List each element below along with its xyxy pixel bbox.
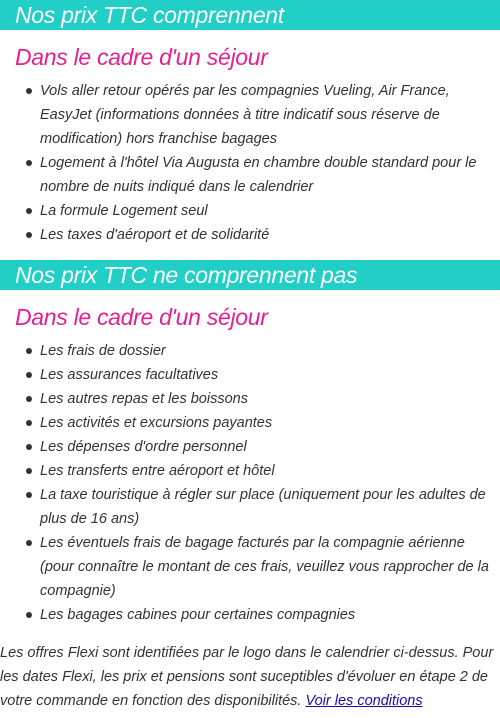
- list-item: Les dépenses d'ordre personnel: [40, 435, 500, 459]
- included-title: Nos prix TTC comprennent: [15, 1, 284, 28]
- flexi-note-text: Les offres Flexi sont identifiées par le logo dans le calendrier ci-dessus. Pour les dates Flexi, les prix et pensions sont suceptibles d'évoluer en étape 2 de votre commande en fonction des disponibilités.: [0, 645, 494, 709]
- list-item: Les taxes d'aéroport et de solidarité: [40, 223, 500, 247]
- included-subtitle: Dans le cadre d'un séjour: [15, 44, 268, 70]
- list-item: Logement à l'hôtel Via Augusta en chambre double standard pour le nombre de nuits indiqué dans le calendrier: [40, 151, 500, 199]
- list-item: Les bagages cabines pour certaines compagnies: [40, 603, 500, 627]
- list-item: La formule Logement seul: [40, 199, 500, 223]
- list-item: Les éventuels frais de bagage facturés par la compagnie aérienne (pour connaître le montant de ces frais, veuillez vous rapprocher de la compagnie): [40, 531, 500, 603]
- list-item: Les activités et excursions payantes: [40, 411, 500, 435]
- flexi-note: [0, 641, 500, 713]
- excluded-header-band: [0, 260, 500, 290]
- list-item: Les transferts entre aéroport et hôtel: [40, 459, 500, 483]
- excluded-list: [0, 339, 500, 627]
- excluded-title: Nos prix TTC ne comprennent pas: [15, 261, 358, 288]
- list-item: Les frais de dossier: [40, 339, 500, 363]
- list-item: La taxe touristique à régler sur place (uniquement pour les adultes de plus de 16 ans): [40, 483, 500, 531]
- list-item: Vols aller retour opérés par les compagnies Vueling, Air France, EasyJet (informations données à titre indicatif sous réserve de modification) hors franchise bagages: [40, 79, 500, 151]
- conditions-link[interactable]: Voir les conditions: [305, 693, 423, 709]
- included-header-band: [0, 0, 500, 30]
- list-item: Les autres repas et les boissons: [40, 387, 500, 411]
- excluded-subtitle: Dans le cadre d'un séjour: [15, 304, 268, 330]
- list-item: Les assurances facultatives: [40, 363, 500, 387]
- included-list: [0, 79, 500, 247]
